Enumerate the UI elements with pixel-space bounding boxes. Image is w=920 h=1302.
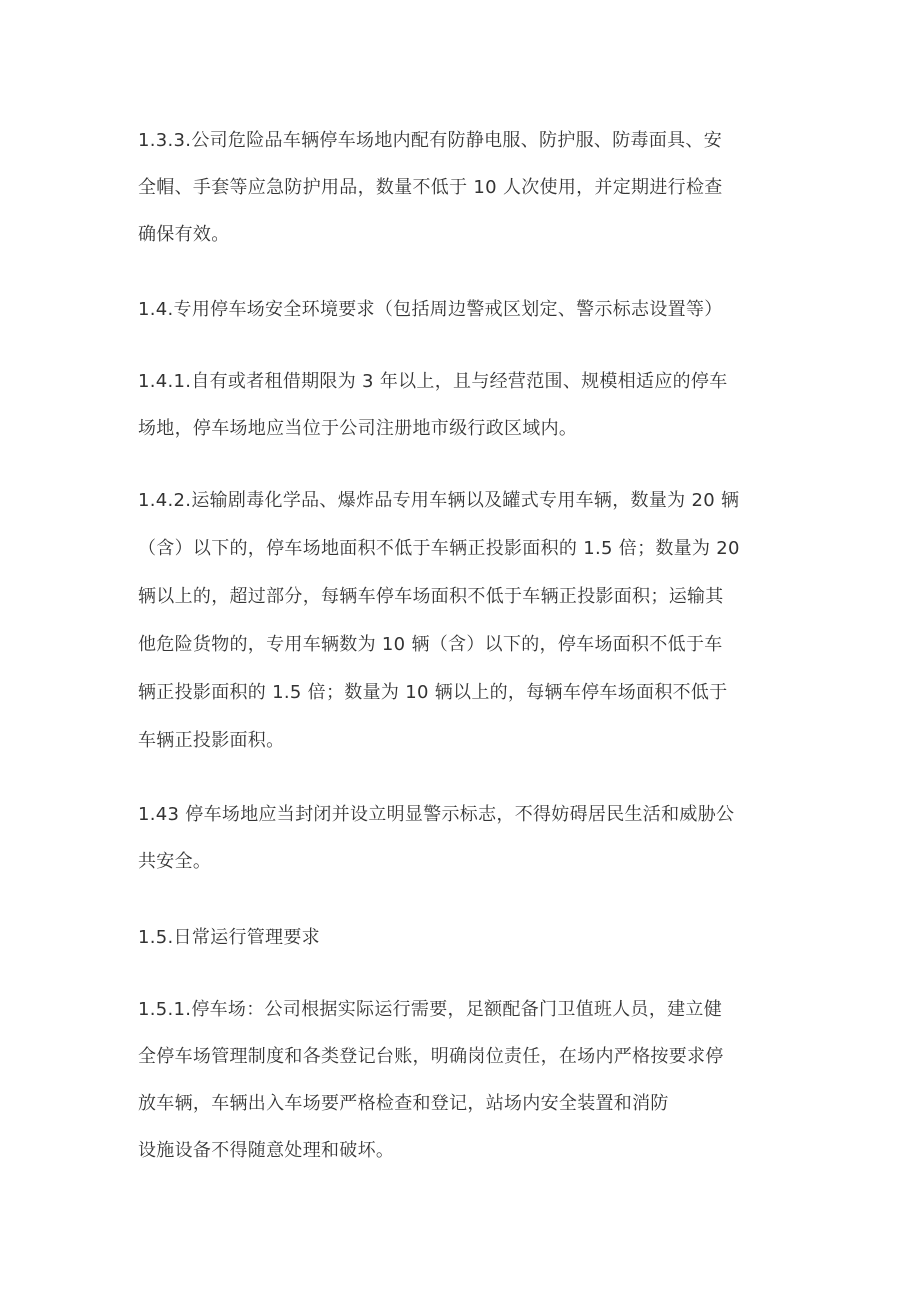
text-line: 车辆正投影面积。 (138, 730, 285, 751)
heading-1-5 (138, 926, 788, 950)
text-line: 1.4.1.自有或者租借期限为 3 年以上，且与经营范围、规模相适应的停车 (138, 371, 728, 392)
text-line: 1.5.日常运行管理要求 (138, 927, 320, 948)
text-line: 放车辆，车辆出入车场要严格检查和登记，站场内安全装置和消防 (138, 1093, 669, 1114)
text-line: 共安全。 (138, 851, 212, 872)
paragraph-1-3-3 (138, 129, 788, 270)
paragraph-1-4-3 (138, 803, 788, 897)
paragraph-1-4-2 (138, 489, 788, 777)
text-line: 他危险货物的，专用车辆数为 10 辆（含）以下的，停车场面积不低于车 (138, 634, 723, 655)
text-line: 1.4.2.运输剧毒化学品、爆炸品专用车辆以及罐式专用车辆，数量为 20 辆 (138, 490, 740, 511)
text-line: 辆以上的，超过部分，每辆车停车场面积不低于车辆正投影面积；运输其 (138, 586, 724, 607)
text-line: 全帽、手套等应急防护用品，数量不低于 10 人次使用，并定期进行检查 (138, 177, 723, 198)
text-line: 全停车场管理制度和各类登记台账，明确岗位责任，在场内严格按要求停 (138, 1046, 724, 1067)
paragraph-1-5-1 (138, 998, 788, 1186)
text-line: 辆正投影面积的 1.5 倍；数量为 10 辆以上的，每辆车停车场面积不低于 (138, 682, 728, 703)
text-line: （含）以下的，停车场地面积不低于车辆正投影面积的 1.5 倍；数量为 20 (138, 538, 740, 559)
heading-1-4 (138, 298, 788, 322)
paragraph-1-4-1 (138, 370, 788, 464)
text-line: 1.43 停车场地应当封闭并设立明显警示标志，不得妨碍居民生活和威胁公 (138, 804, 735, 825)
text-line: 1.3.3.公司危险品车辆停车场地内配有防静电服、防护服、防毒面具、安 (138, 130, 723, 151)
text-line: 确保有效。 (138, 224, 230, 245)
text-line: 1.4.专用停车场安全环境要求（包括周边警戒区划定、警示标志设置等） (138, 299, 723, 320)
text-line: 设施设备不得随意处理和破坏。 (138, 1140, 395, 1161)
text-line: 场地，停车场地应当位于公司注册地市级行政区域内。 (138, 418, 578, 439)
text-line: 1.5.1.停车场：公司根据实际运行需要，足额配备门卫值班人员，建立健 (138, 999, 723, 1020)
